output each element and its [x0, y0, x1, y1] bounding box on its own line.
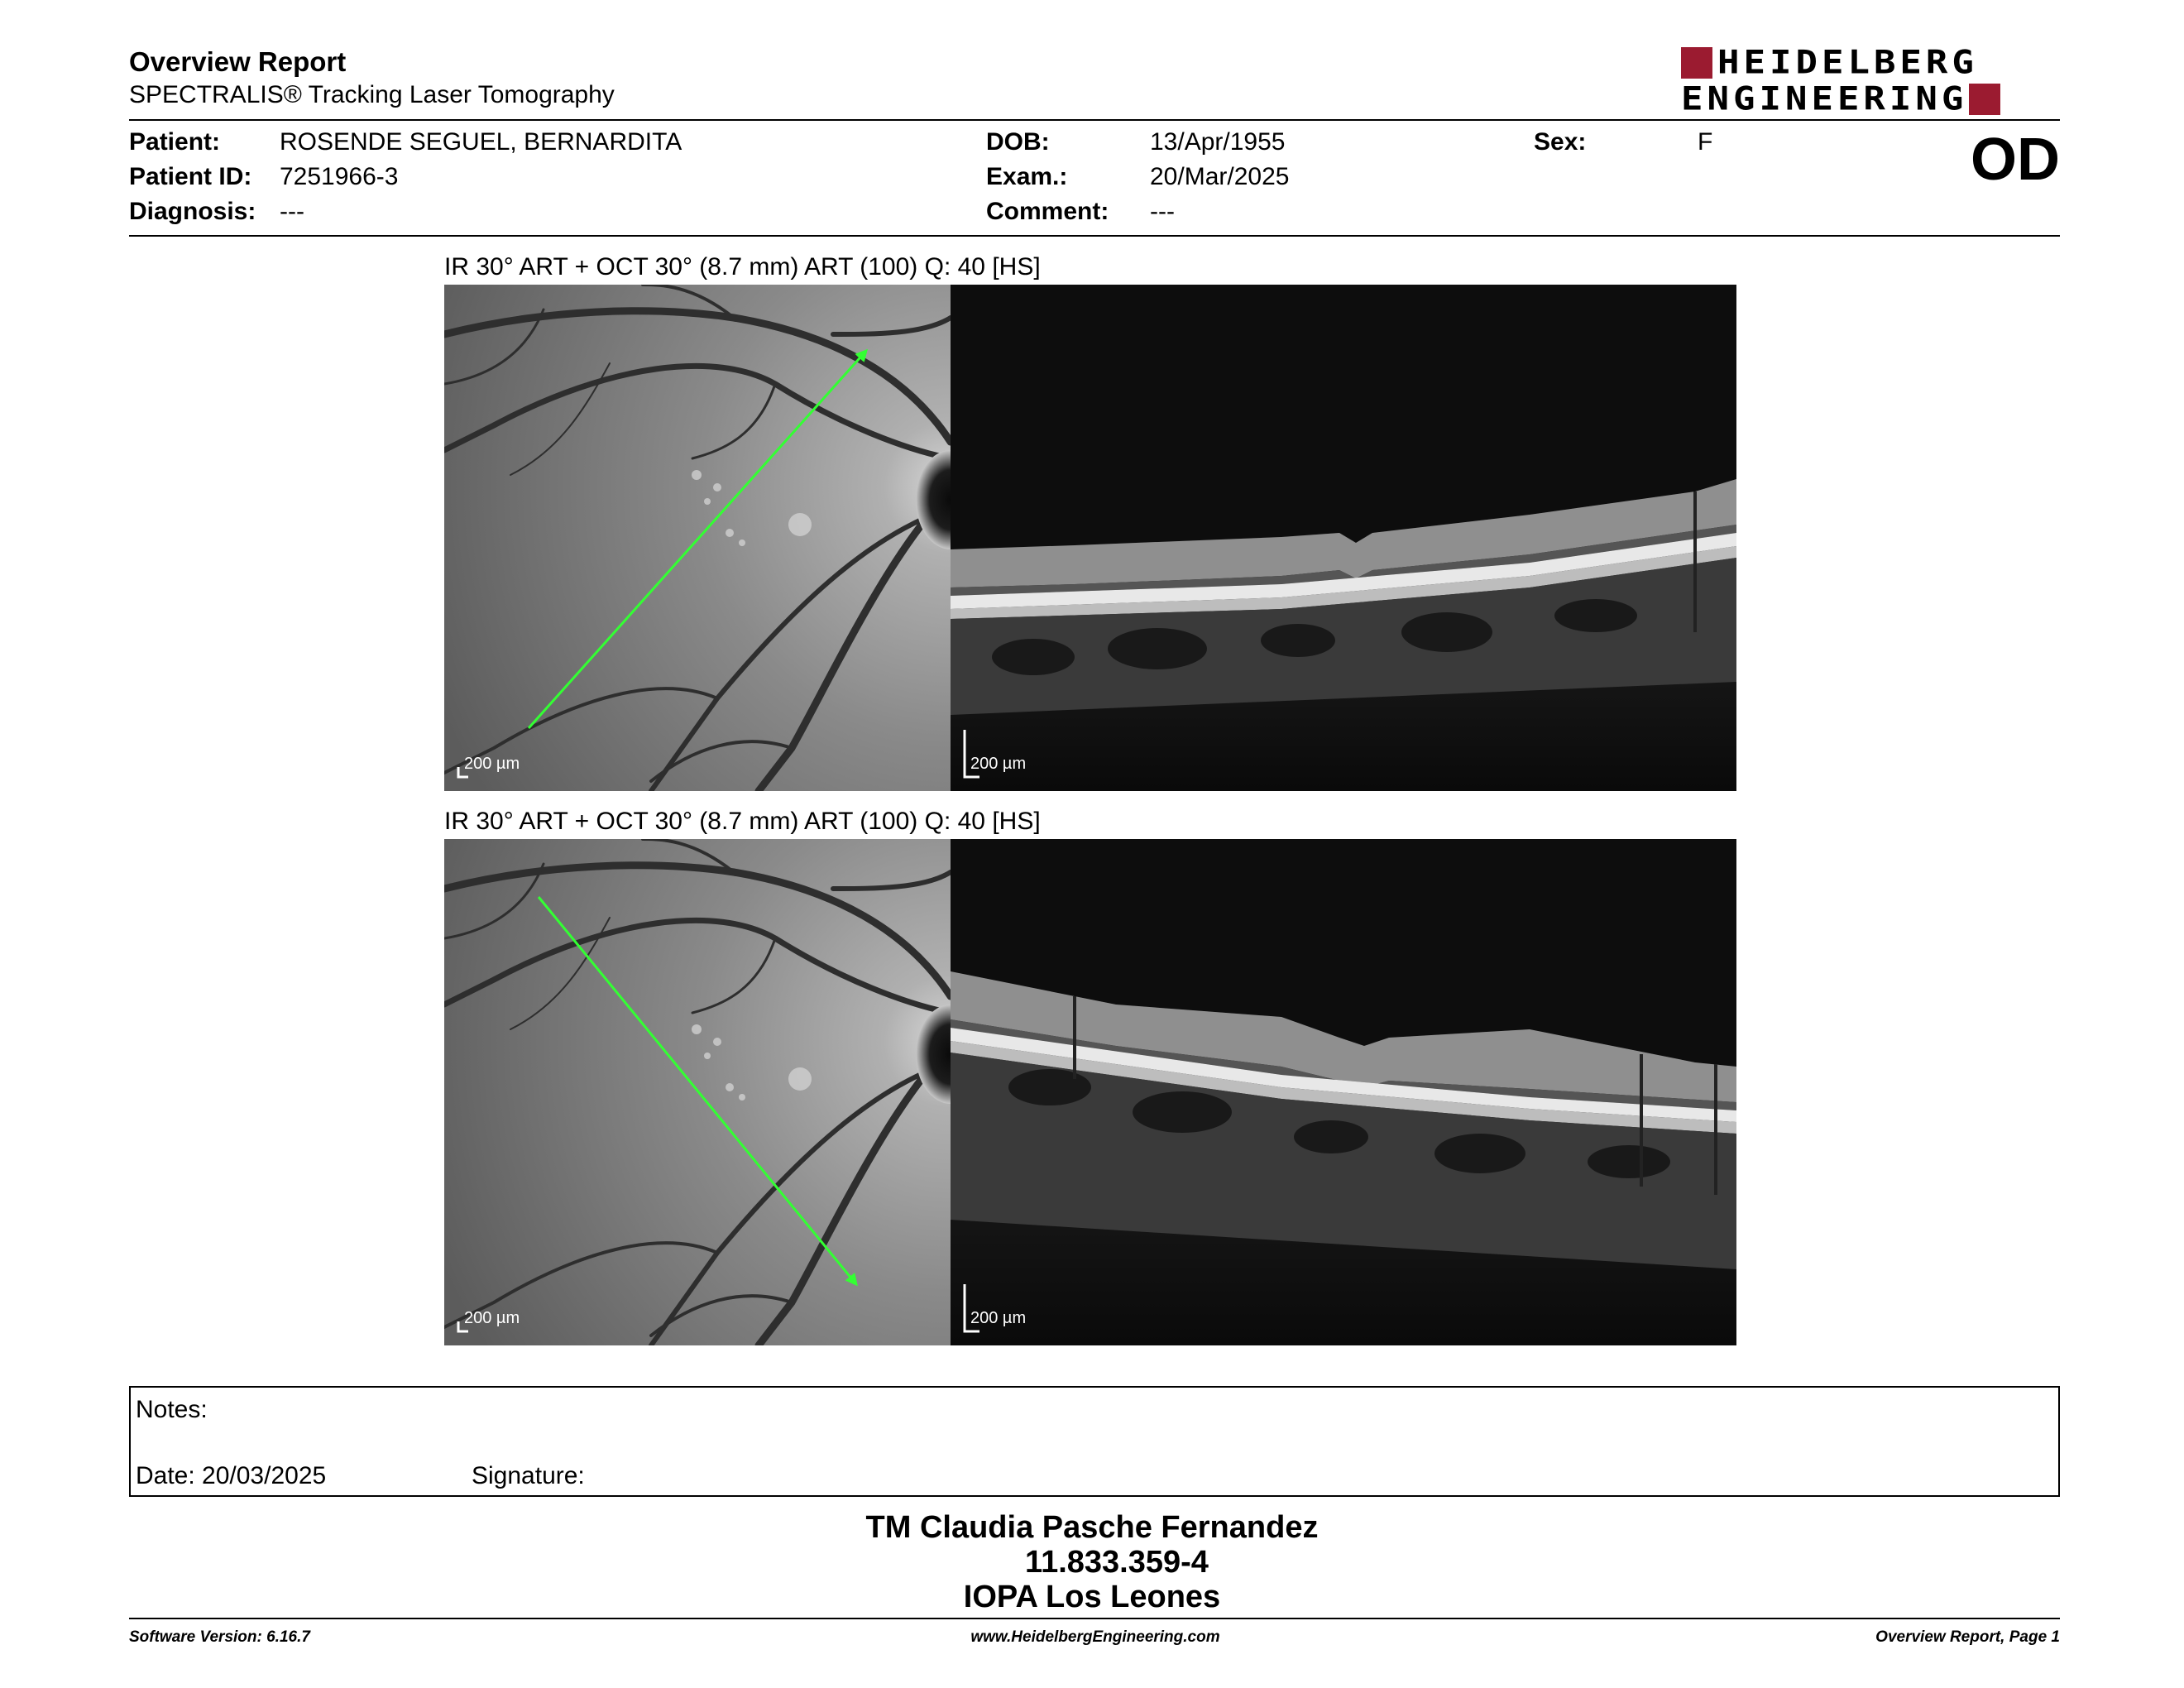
patient-label: Patient:: [129, 128, 221, 156]
sex-label: Sex:: [1534, 128, 1587, 156]
signer-id: 11.833.359-4: [1025, 1545, 1209, 1580]
scan2-oct-image: [951, 839, 1736, 1345]
diagnosis-value: ---: [280, 198, 304, 225]
notes-label: Notes:: [136, 1396, 208, 1423]
eye-indicator: OD: [1971, 127, 2060, 193]
patient-name: ROSENDE SEGUEL, BERNARDITA: [280, 128, 682, 156]
scan1-fundus-image: [444, 285, 951, 791]
scan2-fundus-scale: 200 µm: [464, 1309, 520, 1327]
sex-value: F: [1698, 128, 1713, 156]
dob-value: 13/Apr/1955: [1150, 128, 1286, 156]
scan1-oct-scale: 200 µm: [970, 755, 1027, 773]
page-number: Overview Report, Page 1: [1875, 1628, 2060, 1646]
patient-id-label: Patient ID:: [129, 163, 252, 190]
logo-line1: HEIDELBERG: [1717, 43, 1978, 82]
scan2-oct-scale: 200 µm: [970, 1309, 1027, 1327]
date-label: Date: 20/03/2025: [136, 1462, 327, 1489]
scan2-caption: IR 30° ART + OCT 30° (8.7 mm) ART (100) Q: 40 [HS]: [444, 808, 1041, 835]
exam-value: 20/Mar/2025: [1150, 163, 1290, 190]
signer-name: TM Claudia Pasche Fernandez: [865, 1510, 1319, 1545]
website-link[interactable]: www.HeidelbergEngineering.com: [970, 1628, 1220, 1646]
footer-divider: [129, 1618, 2060, 1619]
comment-value: ---: [1150, 198, 1175, 225]
header-divider: [129, 119, 2060, 121]
diagnosis-label: Diagnosis:: [129, 198, 256, 225]
notes-box: [129, 1386, 2060, 1497]
software-version: Software Version: 6.16.7: [129, 1628, 310, 1646]
comment-label: Comment:: [986, 198, 1109, 225]
report-title: Overview Report: [129, 46, 347, 77]
signer-institution: IOPA Los Leones: [963, 1580, 1221, 1614]
scan1-fundus-scale: 200 µm: [464, 755, 520, 773]
heidelberg-logo: [1681, 43, 2063, 118]
scan1-oct-image: [951, 285, 1736, 791]
logo-line2: ENGINEERING: [1681, 79, 1968, 118]
info-divider: [129, 235, 2060, 237]
scan2-fundus-image: [444, 839, 951, 1345]
logo-square-bottom: [1969, 84, 2000, 115]
dob-label: DOB:: [986, 128, 1050, 156]
exam-label: Exam.:: [986, 163, 1068, 190]
report-subtitle: SPECTRALIS® Tracking Laser Tomography: [129, 81, 615, 108]
patient-id: 7251966-3: [280, 163, 399, 190]
scan1-caption: IR 30° ART + OCT 30° (8.7 mm) ART (100) Q: 40 [HS]: [444, 253, 1041, 281]
signature-label: Signature:: [472, 1462, 585, 1489]
logo-square-top: [1681, 47, 1712, 79]
